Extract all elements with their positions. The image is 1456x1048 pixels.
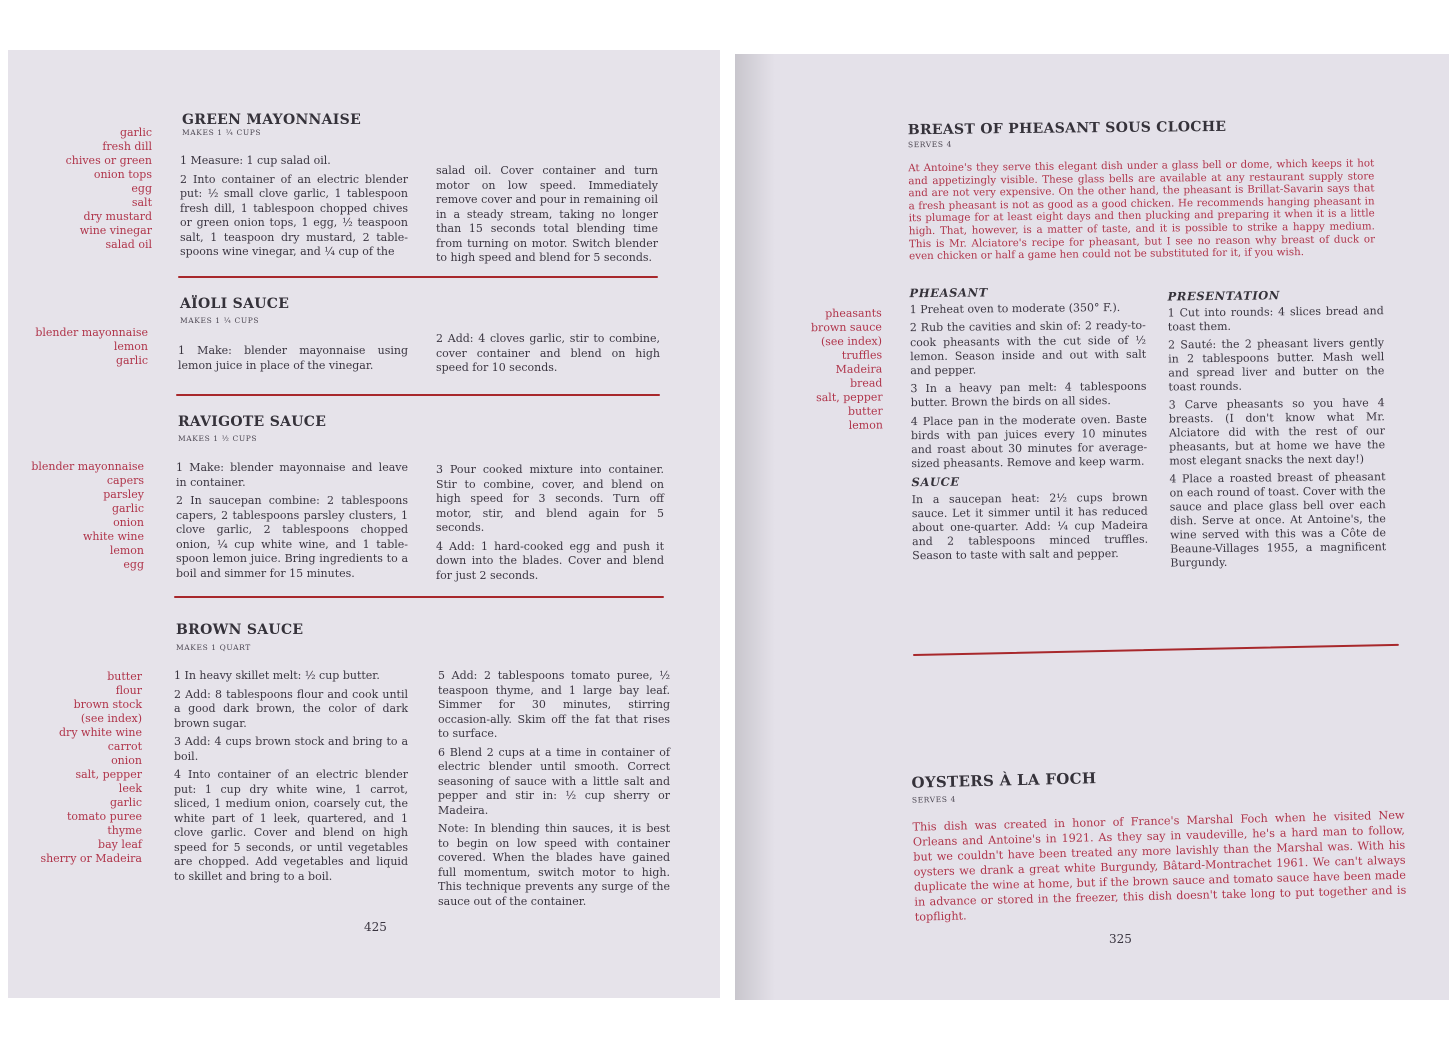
ingredient-item: garlic: [115, 354, 148, 367]
recipe-title: AÏOLI SAUCE: [180, 296, 290, 312]
recipe-intro: This dish was created in honor of France's Marshal Foch when he visited New Orleans and Antoine's in 1921. As they say in vaudeville, he's a hard man to follow, but we couldn't have been treated any more lavishly than the Marshal was. With his oysters we drank a great white Burgundy, Bâtard-Montrachet 1961. We can't always duplicate the wine at home, but if the brown sauce and tomato sauce have been made in advance or stored in the freezer, this dish doesn't take long to put together and is topflight.: [912, 808, 1407, 924]
recipe-step: 1 Cut into rounds: 4 slices bread and toast them.: [1167, 304, 1384, 334]
ingredient-item: butter: [107, 670, 142, 683]
ingredient-item: garlic: [111, 502, 144, 515]
ingredient-list: [40, 670, 142, 866]
pheasant-recipe: [735, 54, 1449, 614]
ingredient-item: brown sauce: [810, 320, 882, 335]
recipe-steps-col2: [438, 669, 670, 913]
ingredient-item: (see index): [80, 712, 142, 725]
recipe-title: OYSTERS À LA FOCH: [911, 769, 1097, 792]
recipe-step: 1 Make: blender mayonnaise and leave in container.: [176, 461, 408, 489]
recipe-step: In a saucepan heat: 2½ cups brown sauce. Let it simmer until it has reduced about one-quarter. Add: ¼ cup Madeira and 2 tablespoons minced truffles. Season to taste with salt and pepper.: [911, 490, 1149, 563]
recipe-step: 1 In heavy skillet melt: ½ cup butter.: [174, 669, 380, 682]
recipe-step: 2 Add: 8 tablespoons flour and cook until a good dark brown, the color of dark brown sugar.: [174, 687, 408, 730]
recipe-steps-col1: [178, 344, 408, 377]
recipe-steps-col1: [180, 154, 408, 264]
ingredient-item: dry white wine: [59, 726, 142, 739]
recipe-title: BREAST OF PHEASANT SOUS CLOCHE: [907, 118, 1227, 139]
recipe-step: 3 In a heavy pan melt: 4 tablespoons butter. Brown the birds on all sides.: [910, 379, 1147, 410]
ingredient-item: lemon: [848, 418, 883, 432]
recipe-step: 5 Add: 2 tablespoons tomato puree, ½ teaspoon thyme, and 1 large bay leaf. Simmer for 30 minutes, stirring occasion-ally. Skim off the fat that rises to surface.: [438, 669, 670, 740]
page-number: 425: [364, 920, 387, 934]
ingredient-item: chives or green: [65, 154, 152, 167]
recipe-title: BROWN SAUCE: [176, 622, 304, 638]
ingredient-item: (see index): [820, 334, 883, 349]
recipe-yield: SERVES 4: [907, 139, 952, 150]
ingredient-item: lemon: [109, 544, 144, 557]
ingredient-item: Madeira: [835, 362, 883, 376]
section-heading: SAUCE: [911, 475, 960, 490]
recipe-step: 4 Into container of an electric blender put: 1 cup dry white wine, 1 carrot, sliced, 1 medium onion, coarsely cut, the white part of 1 leek, quartered, and 1 clove garlic. Cover and blend on high speed for 5 seconds, or until vegetables are chopped. Add vegetables and liquid to skillet and bring to a boil.: [174, 768, 408, 883]
ingredient-item: salt, pepper: [75, 768, 142, 781]
recipe-step: 4 Add: 1 hard-cooked egg and push it down into the blades. Cover and blend for just 2 seconds.: [436, 539, 664, 582]
section-heading: PRESENTATION: [1167, 288, 1281, 304]
ingredient-item: onion: [111, 754, 142, 767]
section-divider: [174, 596, 664, 598]
recipe-step: 4 Place a roasted breast of pheasant on each round of toast. Cover with the sauce and place glass bell over each dish. Serve at once. At Antoine's, the wine served with this was a Côte de Beaune-Villages 1955, a magnificent Burgundy.: [1169, 470, 1387, 570]
ingredient-item: carrot: [107, 740, 142, 753]
recipe-steps-col2: [436, 332, 660, 380]
recipe-yield: MAKES 1 ½ CUPS: [178, 434, 258, 443]
section-divider: [913, 644, 1399, 656]
ingredient-list: [35, 326, 148, 368]
right-page: [735, 54, 1449, 1000]
recipe-steps-col1: [176, 461, 408, 585]
recipe-step: 1 Measure: 1 cup salad oil.: [180, 154, 331, 167]
recipe-step: 2 Sauté: the 2 pheasant livers gently in 2 tablespoons butter. Mash well and spread liver and butter on the toast rounds.: [1168, 336, 1385, 394]
ingredient-item: leek: [118, 782, 142, 795]
section-divider: [176, 394, 660, 396]
recipe-steps-col2: [436, 463, 664, 587]
section-heading: PHEASANT: [909, 285, 988, 301]
recipe-step: 2 Into container of an electric blender put: ½ small clove garlic, 1 tablespoon fresh dill, 1 tablespoon chopped chives or green onion tops, 1 egg, ½ teaspoon salt, 1 teaspoon dry mustard, 2 table-spoons wine vinegar, and ¼ cup of the: [180, 172, 408, 258]
ingredient-item: blender mayonnaise: [35, 326, 148, 339]
recipe-step: 4 Place pan in the moderate oven. Baste birds with pan juices every 10 minutes and roast about 30 minutes for average-sized pheasants. Remove and keep warm.: [910, 412, 1148, 471]
presentation-steps: [1167, 287, 1386, 574]
pheasant-steps: [909, 284, 1148, 568]
ingredient-list: [811, 306, 883, 433]
recipe-step: Note: In blending thin sauces, it is best to begin on low speed with container covered. When the blades have gained full momentum, switch motor to high. This technique prevents any surge of the sauce out of the container.: [438, 822, 670, 908]
recipe-yield: MAKES 1 QUART: [176, 643, 251, 652]
recipe-intro: At Antoine's they serve this elegant dish under a glass bell or dome, which keeps it hot and appetizingly visible. These glass bells are available at any restaurant supply store and are not very expensive. On the other hand, the pheasant is Brillat-Savarin says that a fresh pheasant is not as good as a good chicken. He recommends hanging pheasant in its plumage for at least eight days and then plucking and preparing it when it is a little high. That, however, is a matter of taste, and it is possible to strike a happy medium. This is Mr. Alciatore's recipe for pheasant, but I see no reason why breast of duck or even chicken or half a game hen could not be substituted for it, if you wish.: [908, 157, 1376, 263]
ingredient-item: lemon: [113, 340, 148, 353]
recipe-steps-col2: [436, 164, 658, 270]
ingredient-item: wine vinegar: [79, 224, 152, 237]
recipe-yield: SERVES 4: [911, 794, 957, 805]
recipe-step: 3 Pour cooked mixture into container. Stir to combine, cover, and blend on high speed for 3 seconds. Turn off motor, stir, and blend again for 5 seconds.: [436, 463, 664, 534]
ingredient-item: onion: [113, 516, 144, 529]
recipe-yield: MAKES 1 ¼ CUPS: [180, 316, 260, 325]
recipe-title: GREEN MAYONNAISE: [182, 112, 362, 128]
ingredient-item: bread: [849, 376, 883, 390]
ingredient-item: truffles: [841, 348, 883, 362]
recipe-step: 1 Make: blender mayonnaise using lemon juice in place of the vinegar.: [178, 344, 408, 372]
ingredient-item: pheasants: [825, 306, 882, 321]
ingredient-item: garlic: [119, 126, 152, 139]
recipe-step: 2 Add: 4 cloves garlic, stir to combine, cover container and blend on high speed for 10 seconds.: [436, 332, 660, 374]
ingredient-item: white wine: [83, 530, 144, 543]
ingredient-item: parsley: [103, 488, 144, 501]
recipe-step: 2 In saucepan combine: 2 tablespoons capers, 2 tablespoons parsley clusters, 1 clove garlic, 2 tablespoons chopped onion, ¼ cup white wine, and 1 table-spoon lemon juice. Bring ingredients to a boil and simmer for 15 minutes.: [176, 494, 408, 580]
ingredient-item: capers: [106, 474, 144, 487]
ingredient-item: brown stock: [73, 698, 142, 711]
recipe-step: 1 Preheat oven to moderate (350° F.).: [909, 301, 1121, 317]
ingredient-item: onion tops: [93, 168, 152, 181]
ingredient-item: bay leaf: [98, 838, 142, 851]
ingredient-item: egg: [131, 182, 152, 195]
recipe-step: 6 Blend 2 cups at a time in container of electric blender until smooth. Correct seasoning of sauce with a little salt and pepper and stir in: ½ cup sherry or Madeira.: [438, 745, 670, 817]
ingredient-item: dry mustard: [83, 210, 152, 223]
ingredient-item: egg: [123, 558, 144, 571]
ingredient-item: garlic: [109, 796, 142, 809]
left-page: [8, 50, 720, 998]
ingredient-list: [31, 460, 144, 572]
recipe-step: 2 Rub the cavities and skin of: 2 ready-to-cook pheasants with the cut side of ½ lemon. Season inside and out with salt and pepper.: [909, 319, 1147, 378]
ingredient-item: fresh dill: [102, 140, 152, 153]
ingredient-item: flour: [115, 684, 142, 697]
recipe-steps-col1: [174, 669, 408, 888]
ingredient-list: [66, 126, 152, 252]
ingredient-item: butter: [847, 404, 883, 418]
recipe-step: 3 Carve pheasants so you have 4 breasts. (I don't know what Mr. Alciatore did with the rest of our pheasants, but at home we have the most elegant snacks the next day!): [1168, 396, 1386, 468]
ingredient-item: salad oil: [105, 238, 152, 251]
recipe-title: RAVIGOTE SAUCE: [178, 414, 327, 430]
ingredient-item: sherry or Madeira: [40, 852, 142, 865]
ingredient-item: salt, pepper: [815, 390, 883, 405]
page-number: 325: [1109, 932, 1132, 946]
ingredient-item: thyme: [107, 824, 142, 837]
ingredient-item: tomato puree: [67, 810, 142, 823]
recipe-step: 3 Add: 4 cups brown stock and bring to a boil.: [174, 735, 408, 763]
recipe-step: salad oil. Cover container and turn motor on low speed. Immediately remove cover and pour in remaining oil in a steady stream, taking no longer than 15 seconds total blending time from turning on motor. Switch blender to high speed and blend for 5 seconds.: [436, 164, 658, 264]
oysters-recipe: [735, 747, 1449, 964]
recipe-yield: MAKES 1 ¼ CUPS: [182, 128, 262, 137]
ingredient-item: salt: [131, 196, 152, 209]
section-divider: [178, 276, 658, 278]
ingredient-item: blender mayonnaise: [31, 460, 144, 473]
